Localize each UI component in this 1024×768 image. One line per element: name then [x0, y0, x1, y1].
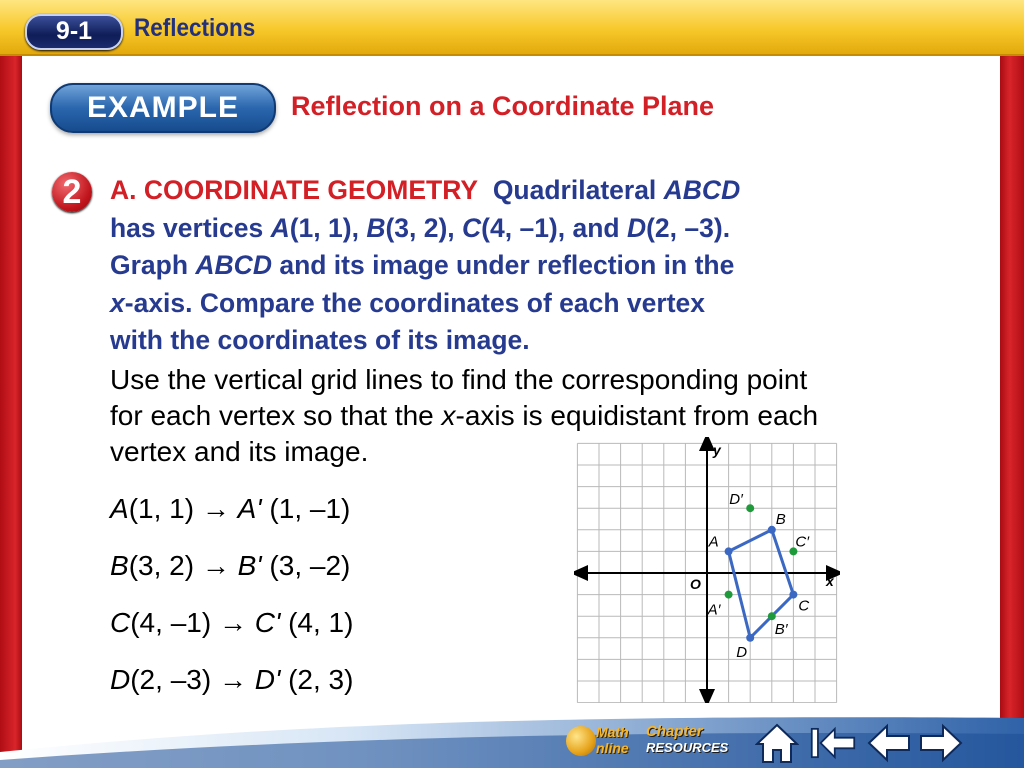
problem-text: B [366, 212, 386, 243]
problem-text: ABCD [663, 175, 741, 205]
image-label: B′ [774, 621, 788, 639]
problem-text: Quadrilateral [492, 175, 664, 205]
arrow-icon: → [201, 550, 230, 581]
origin-label: O [690, 576, 701, 592]
arrow-icon: → [218, 664, 247, 695]
mapping-image-coords: (1, –1) [261, 493, 351, 524]
vertex-label: A [708, 533, 719, 551]
vertex-point [746, 634, 754, 642]
explanation-text: vertex and its image. [110, 436, 369, 467]
next-slide-button[interactable] [918, 720, 964, 766]
previous-slide-button[interactable] [866, 720, 912, 766]
vertex-point [768, 526, 776, 534]
problem-text: Graph [110, 250, 196, 280]
mapping-image-vertex: B' [237, 550, 262, 581]
lesson-title: Reflections [134, 14, 256, 42]
mapping-image-vertex: A' [237, 493, 262, 524]
image-point [768, 612, 776, 620]
mapping-vertex: C [110, 607, 131, 638]
image-label: D′ [729, 491, 743, 509]
previous-slide-icon [867, 723, 911, 763]
example-label: EXAMPLE [50, 83, 276, 133]
problem-text: A [270, 212, 290, 243]
mapping-d [110, 664, 353, 696]
image-label: A′ [707, 601, 721, 619]
arrow-icon: → [218, 607, 247, 638]
explanation-text: -axis is equidistant from each [455, 400, 819, 431]
mapping-coords: (4, –1) [130, 607, 212, 638]
chapter-resources-label: RESOURCES [646, 740, 729, 755]
y-axis-label: y [713, 442, 721, 458]
mapping-a [110, 493, 350, 525]
mapping-c [110, 607, 353, 639]
mapping-vertex: B [110, 550, 129, 581]
explanation-text: x [441, 400, 456, 431]
lesson-number-badge: 9-1 [25, 14, 123, 50]
problem-text: (3, 2), [385, 212, 463, 243]
mapping-vertex: D [110, 664, 131, 695]
globe-icon [566, 726, 596, 756]
example-title: Reflection on a Coordinate Plane [291, 91, 715, 121]
math-online-label: nline [596, 740, 629, 756]
mapping-image-vertex: D' [254, 664, 281, 695]
vertex-label: C [798, 597, 810, 615]
vertex-point [789, 591, 797, 599]
problem-text: D [626, 212, 647, 243]
mapping-image-coords: (2, 3) [280, 664, 354, 695]
mapping-coords: (3, 2) [128, 550, 195, 581]
next-slide-icon [919, 723, 963, 763]
chapter-resources-link[interactable] [646, 724, 728, 756]
vertex-point [725, 547, 733, 555]
left-border [0, 0, 22, 768]
explanation-text: Use the vertical grid lines to find the corresponding point [110, 364, 808, 395]
arrow-icon: → [201, 493, 230, 524]
problem-statement [110, 172, 960, 360]
problem-text: C [462, 212, 482, 243]
image-label: C′ [795, 533, 810, 551]
problem-text: (1, 1), [289, 212, 367, 243]
right-border [1000, 0, 1024, 768]
x-axis-label: x [826, 573, 834, 589]
explanation-text: for each vertex so that the [110, 400, 442, 431]
problem-text: has vertices [110, 212, 271, 243]
example-number-badge: 2 [52, 172, 92, 212]
math-online-link[interactable] [596, 724, 629, 756]
problem-part: A. COORDINATE GEOMETRY [110, 175, 479, 205]
problem-text: -axis. Compare the coordinates of each vertex [124, 287, 706, 318]
mapping-image-vertex: C' [254, 607, 281, 638]
problem-text: (4, –1), and [481, 212, 627, 243]
mapping-image-coords: (3, –2) [261, 550, 351, 581]
problem-text: ABCD [195, 250, 272, 280]
mapping-coords: (2, –3) [130, 664, 212, 695]
problem-text: (2, –3). [646, 212, 731, 243]
image-point [746, 504, 754, 512]
vertex-label: B [775, 510, 786, 528]
image-point [725, 591, 733, 599]
explanation [110, 362, 990, 470]
mapping-vertex: A [110, 493, 129, 524]
mapping-image-coords: (4, 1) [280, 607, 354, 638]
first-slide-icon [810, 723, 856, 763]
home-button[interactable] [754, 720, 800, 766]
mapping-b [110, 550, 350, 582]
problem-text: x [110, 287, 125, 318]
home-icon [755, 722, 799, 764]
math-online-label: Math [596, 724, 629, 740]
problem-text: and its image under reflection in the [271, 250, 735, 280]
chapter-resources-label: Chapter [646, 723, 703, 740]
vertex-label: D [736, 643, 748, 661]
mapping-coords: (1, 1) [128, 493, 195, 524]
first-slide-button[interactable] [810, 720, 856, 766]
problem-text: with the coordinates of its image. [110, 325, 530, 355]
coordinate-grid [574, 437, 840, 703]
